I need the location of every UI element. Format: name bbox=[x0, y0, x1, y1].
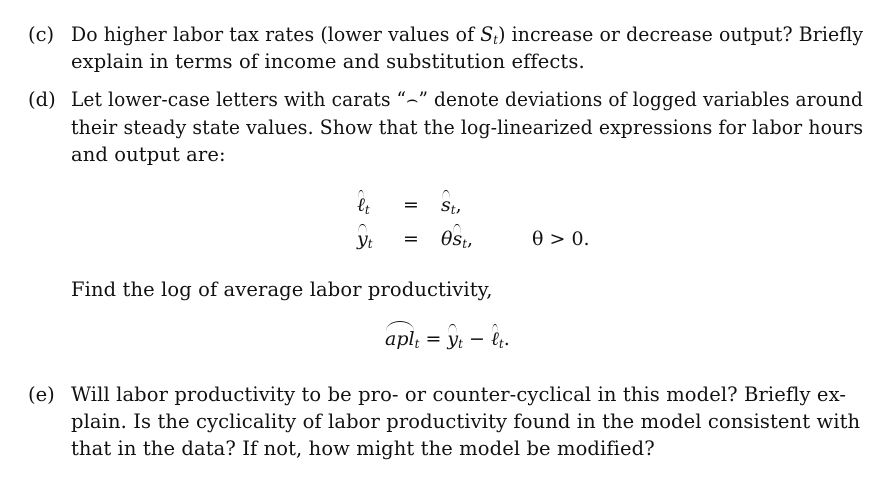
s-subscript: t bbox=[450, 203, 456, 217]
part-c-label: (c) bbox=[28, 23, 55, 46]
apl-period: . bbox=[503, 328, 510, 350]
part-e-line-3: that in the data? If not, how might the model be modified? bbox=[71, 437, 655, 460]
part-c-line-1-end: ) increase or decrease output? Briefly bbox=[498, 23, 864, 46]
y-subscript: t bbox=[367, 237, 373, 251]
part-d-line-1 bbox=[71, 86, 863, 113]
part-c-line-2: explain in terms of income and substitution effects. bbox=[71, 50, 585, 73]
part-d-line-1-start: Let lower-case letters with carats “ bbox=[71, 88, 407, 111]
part-d-line-1-end: ” denote deviations of logged variables around bbox=[418, 88, 864, 111]
part-e-line-1: Will labor productivity to be pro- or counter-cyclical in this model? Briefly ex- bbox=[71, 383, 847, 406]
apl-equals: = bbox=[425, 328, 442, 350]
equation-labor-comma: , bbox=[455, 194, 462, 216]
equation-labor-lhs bbox=[357, 193, 370, 222]
y-hat: y bbox=[447, 328, 459, 350]
part-c-line-1-start: Do higher labor tax rates (lower values of bbox=[71, 23, 481, 46]
equation-labor-relation: = bbox=[403, 194, 419, 216]
find-productivity-text: Find the log of average labor productivity, bbox=[71, 278, 493, 301]
s-subscript: t bbox=[462, 237, 468, 251]
var-s: S bbox=[480, 23, 494, 46]
part-d-label: (d) bbox=[28, 88, 56, 111]
s-hat: s bbox=[452, 228, 463, 250]
hat-symbol: ⌢ bbox=[406, 88, 419, 111]
theta: θ bbox=[441, 228, 453, 250]
s-hat: s bbox=[441, 194, 451, 216]
theta-condition: θ > 0. bbox=[532, 228, 590, 250]
ell-hat: ℓ bbox=[357, 194, 365, 216]
ell-hat: ℓ bbox=[491, 328, 499, 350]
part-e-label: (e) bbox=[28, 383, 55, 406]
apl-hat: apl bbox=[385, 328, 415, 350]
ell-subscript: t bbox=[364, 203, 370, 217]
equation-output-rhs bbox=[441, 227, 473, 256]
part-e-line-2: plain. Is the cyclicality of labor productivity found in the model consistent with bbox=[71, 410, 861, 433]
y-subscript: t bbox=[458, 337, 463, 351]
equation-output-relation: = bbox=[403, 228, 419, 250]
ell-subscript: t bbox=[498, 337, 504, 351]
apl-equation bbox=[385, 327, 510, 356]
equation-output-lhs bbox=[357, 227, 373, 256]
part-d-line-3: and output are: bbox=[71, 143, 226, 166]
equation-output-comma: , bbox=[467, 228, 474, 250]
apl-minus: − bbox=[469, 328, 485, 350]
apl-subscript: t bbox=[414, 337, 420, 351]
y-hat: y bbox=[357, 228, 368, 250]
part-d-line-2: their steady state values. Show that the log-linearized expressions for labor hours bbox=[71, 116, 864, 139]
var-s-subscript: t bbox=[493, 33, 499, 47]
equation-labor-rhs bbox=[441, 193, 462, 222]
